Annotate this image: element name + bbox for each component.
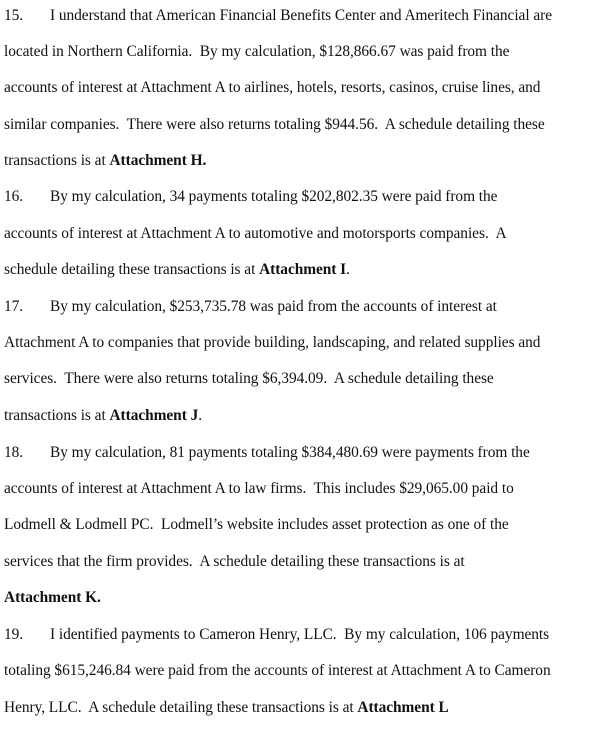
attachment-reference: Attachment J: [109, 407, 199, 424]
paragraph-16-line-1: 16. By my calculation, 34 payments totaling $202,802.35 were paid from the: [4, 186, 497, 208]
paragraph-15-line-4: similar companies. There were also returns totaling $944.56. A schedule detailing these: [4, 116, 545, 133]
paragraph-19-line-2: totaling $615,246.84 were paid from the accounts of interest at Attachment A to Cameron: [4, 662, 551, 679]
paragraph-17-line-3: services. There were also returns totaling $6,394.09. A schedule detailing these: [4, 370, 494, 387]
paragraph-17-line-1: 17. By my calculation, $253,735.78 was paid from the accounts of interest at: [4, 296, 497, 318]
paragraph-18-line-1: 18. By my calculation, 81 payments totaling $384,480.69 were payments from the: [4, 442, 530, 464]
paragraph-18-line-2: accounts of interest at Attachment A to law firms. This includes $29,065.00 paid to: [4, 480, 514, 497]
paragraph-16-line-3: schedule detailing these transactions is at Attachment I.: [4, 261, 350, 278]
paragraph-15-line-2: located in Northern California. By my calculation, $128,866.67 was paid from the: [4, 43, 510, 60]
attachment-reference: Attachment L: [357, 699, 449, 716]
paragraph-17-line-4: transactions is at Attachment J.: [4, 407, 203, 424]
paragraph-16-line-2: accounts of interest at Attachment A to automotive and motorsports companies. A: [4, 225, 507, 242]
paragraph-number: 19.: [4, 626, 24, 643]
paragraph-19-line-3: Henry, LLC. A schedule detailing these transactions is at Attachment L: [4, 699, 449, 716]
paragraph-15-line-3: accounts of interest at Attachment A to airlines, hotels, resorts, casinos, cruise lines, and: [4, 79, 541, 96]
paragraph-number: 16.: [4, 188, 24, 205]
attachment-reference: Attachment I: [259, 261, 347, 278]
paragraph-15-line-1: 15. I understand that American Financial Benefits Center and Ameritech Financial are: [4, 5, 552, 27]
paragraph-19-line-1: 19. I identified payments to Cameron Henry, LLC. By my calculation, 106 payments: [4, 624, 549, 646]
attachment-reference: Attachment K.: [4, 589, 101, 606]
paragraph-number: 15.: [4, 7, 24, 24]
paragraph-18-line-5: [4, 587, 101, 609]
paragraph-18-line-3: Lodmell & Lodmell PC. Lodmell’s website includes asset protection as one of the: [4, 516, 509, 533]
paragraph-17-line-2: Attachment A to companies that provide building, landscaping, and related supplies and: [4, 334, 541, 351]
attachment-reference: Attachment H.: [109, 152, 207, 169]
paragraph-number: 17.: [4, 298, 24, 315]
paragraph-15-line-5: transactions is at Attachment H.: [4, 152, 207, 169]
paragraph-18-line-4: services that the firm provides. A schedule detailing these transactions is at: [4, 553, 465, 570]
paragraph-number: 18.: [4, 444, 24, 461]
